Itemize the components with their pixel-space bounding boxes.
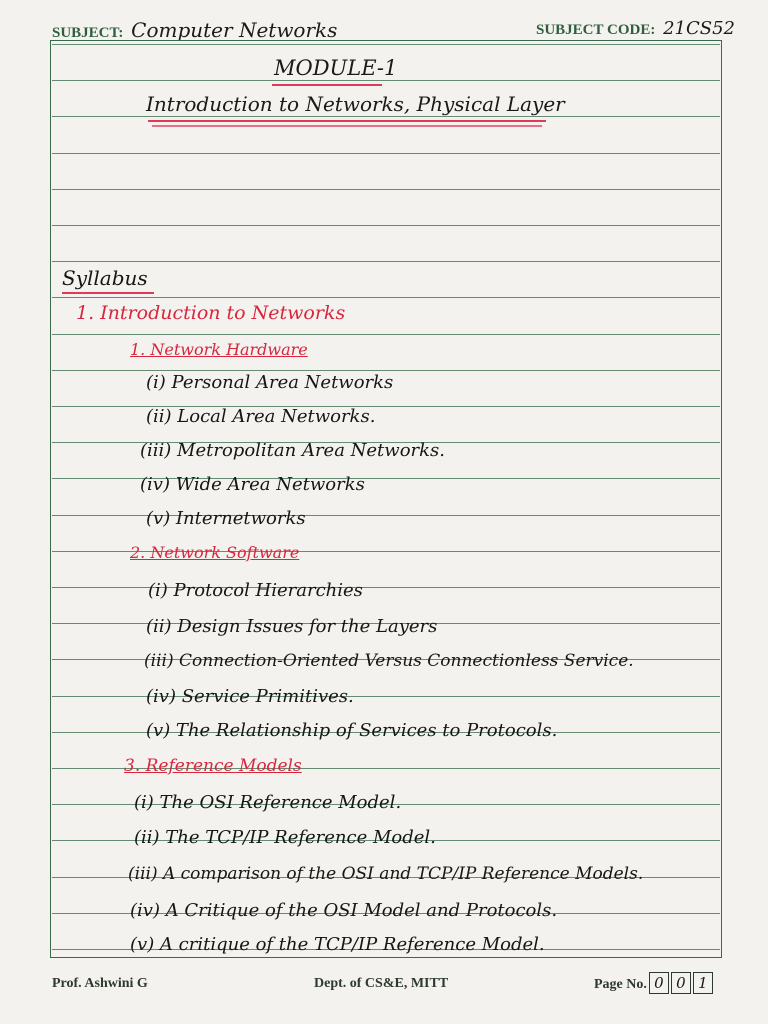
list-item: (iv) A Critique of the OSI Model and Protocols. — [130, 900, 558, 921]
subsection-network-software: 2. Network Software — [130, 543, 300, 562]
list-item: (i) The OSI Reference Model. — [134, 792, 402, 813]
list-item: (v) A critique of the TCP/IP Reference Model. — [130, 934, 545, 955]
section-heading-1: 1. Introduction to Networks — [76, 302, 346, 324]
list-item: (iii) A comparison of the OSI and TCP/IP Reference Models. — [128, 864, 644, 884]
list-item: (v) The Relationship of Services to Protocols. — [146, 720, 558, 741]
module-heading: MODULE-1 — [274, 56, 398, 80]
list-item: (v) Internetworks — [146, 508, 306, 529]
list-item: (i) Protocol Hierarchies — [148, 580, 363, 601]
footer-department: Dept. of CS&E, MITT — [314, 976, 449, 991]
syllabus-underline — [62, 292, 154, 294]
ruled-line — [52, 44, 720, 45]
ruled-line — [52, 80, 720, 81]
list-item: (iii) Metropolitan Area Networks. — [140, 440, 446, 461]
page-digit: 0 — [671, 972, 691, 994]
subsection-reference-models: 3. Reference Models — [124, 756, 302, 776]
ruled-line — [52, 116, 720, 117]
footer-author: Prof. Ashwini G — [52, 976, 148, 991]
subject-header — [52, 18, 337, 42]
module-title-underline-2 — [152, 125, 542, 127]
list-item: (i) Personal Area Networks — [146, 372, 394, 393]
ruled-line — [52, 261, 720, 262]
subject-label: SUBJECT: — [52, 25, 124, 41]
subsection-network-hardware: 1. Network Hardware — [130, 340, 308, 359]
ruled-line — [52, 153, 720, 154]
ruled-line — [52, 225, 720, 226]
list-item: (ii) Local Area Networks. — [146, 406, 376, 427]
ruled-line — [52, 189, 720, 190]
module-title-underline-1 — [148, 120, 546, 122]
ruled-area-border — [50, 40, 722, 958]
list-item: (iv) Wide Area Networks — [140, 474, 365, 495]
list-item: (iv) Service Primitives. — [146, 686, 354, 707]
page-number-label: Page No. — [594, 977, 647, 992]
module-title: Introduction to Networks, Physical Layer — [146, 92, 565, 116]
page-digit: 1 — [693, 972, 713, 994]
subject-value: Computer Networks — [131, 18, 338, 42]
ruled-line — [52, 297, 720, 298]
page-digit: 0 — [649, 972, 669, 994]
subject-code-label: SUBJECT CODE: — [536, 22, 656, 38]
syllabus-heading: Syllabus — [62, 266, 148, 290]
subject-code-value: 21CS52 — [663, 18, 736, 39]
list-item: (ii) Design Issues for the Layers — [146, 616, 438, 637]
list-item: (ii) The TCP/IP Reference Model. — [134, 827, 436, 848]
page-number — [594, 972, 713, 994]
list-item: (iii) Connection-Oriented Versus Connectionless Service. — [144, 651, 634, 671]
ruled-line — [52, 334, 720, 335]
subject-code-header — [536, 18, 735, 39]
module-underline — [272, 84, 382, 86]
